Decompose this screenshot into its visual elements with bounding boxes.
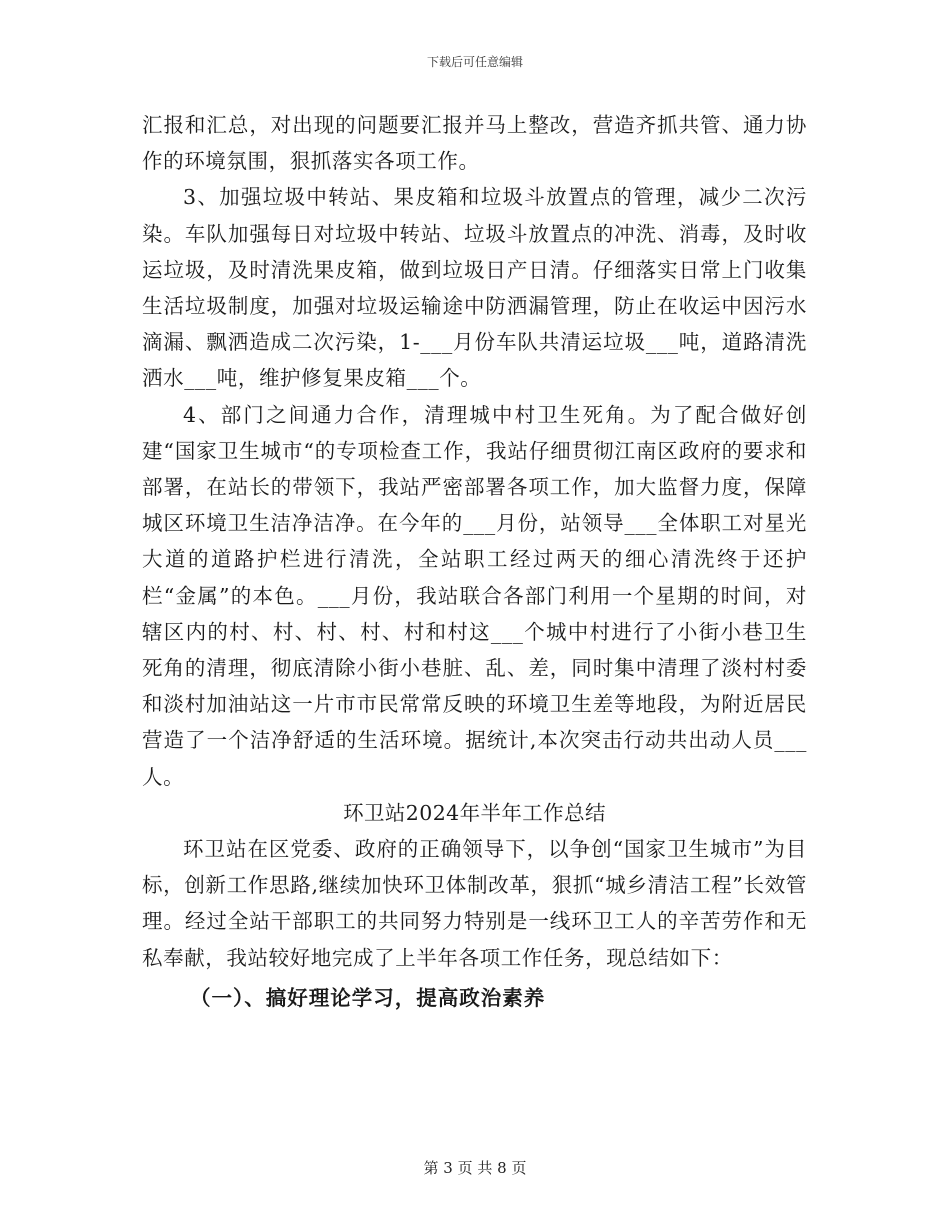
page-footer: 第 3 页 共 8 页 <box>423 1159 527 1177</box>
page-header-note: 下载后可任意编辑 <box>426 55 523 69</box>
paragraph-intro: 环卫站在区党委、政府的正确领导下，以争创“国家卫生城市”为目标，创新工作思路,继续加快环卫体制改革，狠抓“城乡清洁工程”长效管理。经过全站干部职工的共同努力特别是一线环卫工人的辛苦劳作和无私奉献，我站较好地完成了上半年各项工作任务，现总结如下： <box>142 837 807 970</box>
subheading: （一）、搞好理论学习，提高政治素养 <box>190 985 546 1010</box>
paragraph-item-3: 3、加强垃圾中转站、果皮箱和垃圾斗放置点的管理，减少二次污染。车队加强每日对垃圾中转站、垃圾斗放置点的冲洗、消毒，及时收运垃圾，及时清洗果皮箱，做到垃圾日产日清。仔细落实日常上门收集生活垃圾制度，加强对垃圾运输途中防洒漏管理，防止在收运中因污水滴漏、飘洒造成二次污染，1-___月份车队共清运垃圾___吨，道路清洗洒水___吨，维护修复果皮箱___个。 <box>142 185 807 391</box>
document-body <box>142 107 807 1016</box>
paragraph-item-4: 4、部门之间通力合作，清理城中村卫生死角。为了配合做好创建“国家卫生城市“的专项检查工作，我站仔细贯彻江南区政府的要求和部署，在站长的带领下，我站严密部署各项工作，加大监督力度，保障城区环境卫生洁净洁净。在今年的___月份，站领导___全体职工对星光大道的道路护栏进行清洗，全站职工经过两天的细心清洗终于还护栏“金属”的本色。___月份，我站联合各部门利用一个星期的时间，对辖区内的村、村、村、村、村和村这___个城中村进行了小街小巷卫生死角的清理，彻底清除小街小巷脏、乱、差，同时集中清理了淡村村委和淡村加油站这一片市市民常常反映的环境卫生差等地段，为附近居民营造了一个洁净舒适的生活环境。据统计,本次突击行动共出动人员___人。 <box>142 402 807 789</box>
section-title: 环卫站2024年半年工作总结 <box>343 800 606 825</box>
paragraph-continuation: 汇报和汇总，对出现的问题要汇报并马上整改，营造齐抓共管、通力协作的环境氛围，狠抓落实各项工作。 <box>142 113 807 174</box>
